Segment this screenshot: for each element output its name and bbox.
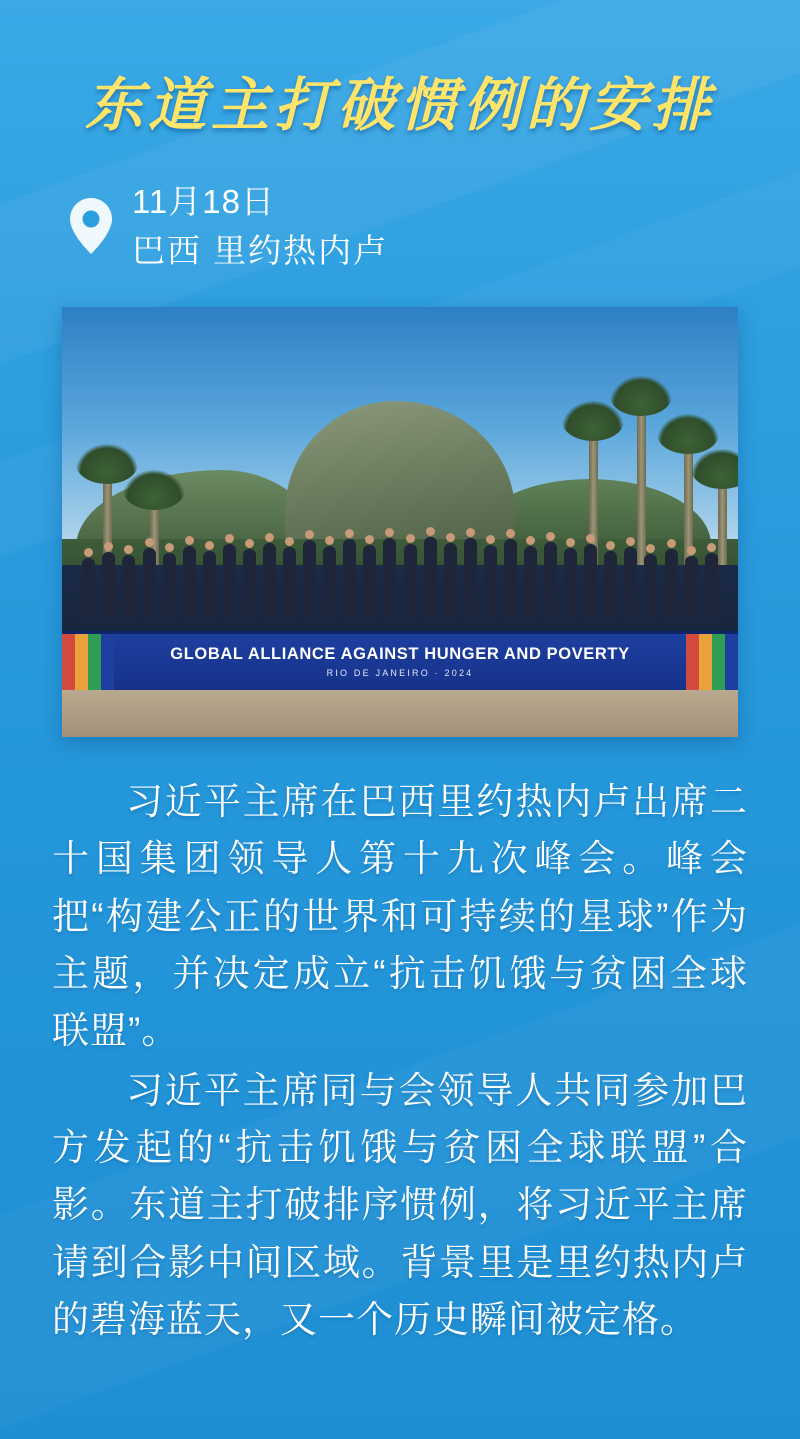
location-pin-icon xyxy=(68,197,114,255)
banner-stripe-right xyxy=(686,634,738,690)
event-meta-text xyxy=(132,180,388,273)
group-photo-image xyxy=(62,307,738,737)
banner-subtitle: RIO DE JANEIRO · 2024 xyxy=(326,668,474,679)
event-place: 巴西 里约热内卢 xyxy=(132,232,389,270)
photo-ground xyxy=(62,690,738,737)
banner-stripe-left xyxy=(62,634,114,690)
article-paragraph: 习近平主席在巴西里约热内卢出席二十国集团领导人第十九次峰会。峰会把“构建公正的世界和可持续的星球”作为主题，并决定成立“抗击饥饿与贫困全球联盟”。 xyxy=(52,780,748,1052)
article-body xyxy=(52,773,748,1348)
article-paragraph: 习近平主席同与会领导人共同参加巴方发起的“抗击饥饿与贫困全球联盟”合影。东道主打破排序惯例，将习近平主席请到合影中间区域。背景里是里约热内卢的碧海蓝天，又一个历史瞬间被定格。 xyxy=(52,1069,748,1340)
photo-leaders-row xyxy=(82,505,717,617)
event-meta xyxy=(68,180,800,273)
banner-title: GLOBAL ALLIANCE AGAINST HUNGER AND POVERTY xyxy=(170,645,630,664)
photo-figure xyxy=(62,307,738,737)
photo-banner xyxy=(62,631,738,690)
event-date: 11月18日 xyxy=(132,182,275,220)
page-title: 东道主打破惯例的安排 xyxy=(84,71,715,139)
